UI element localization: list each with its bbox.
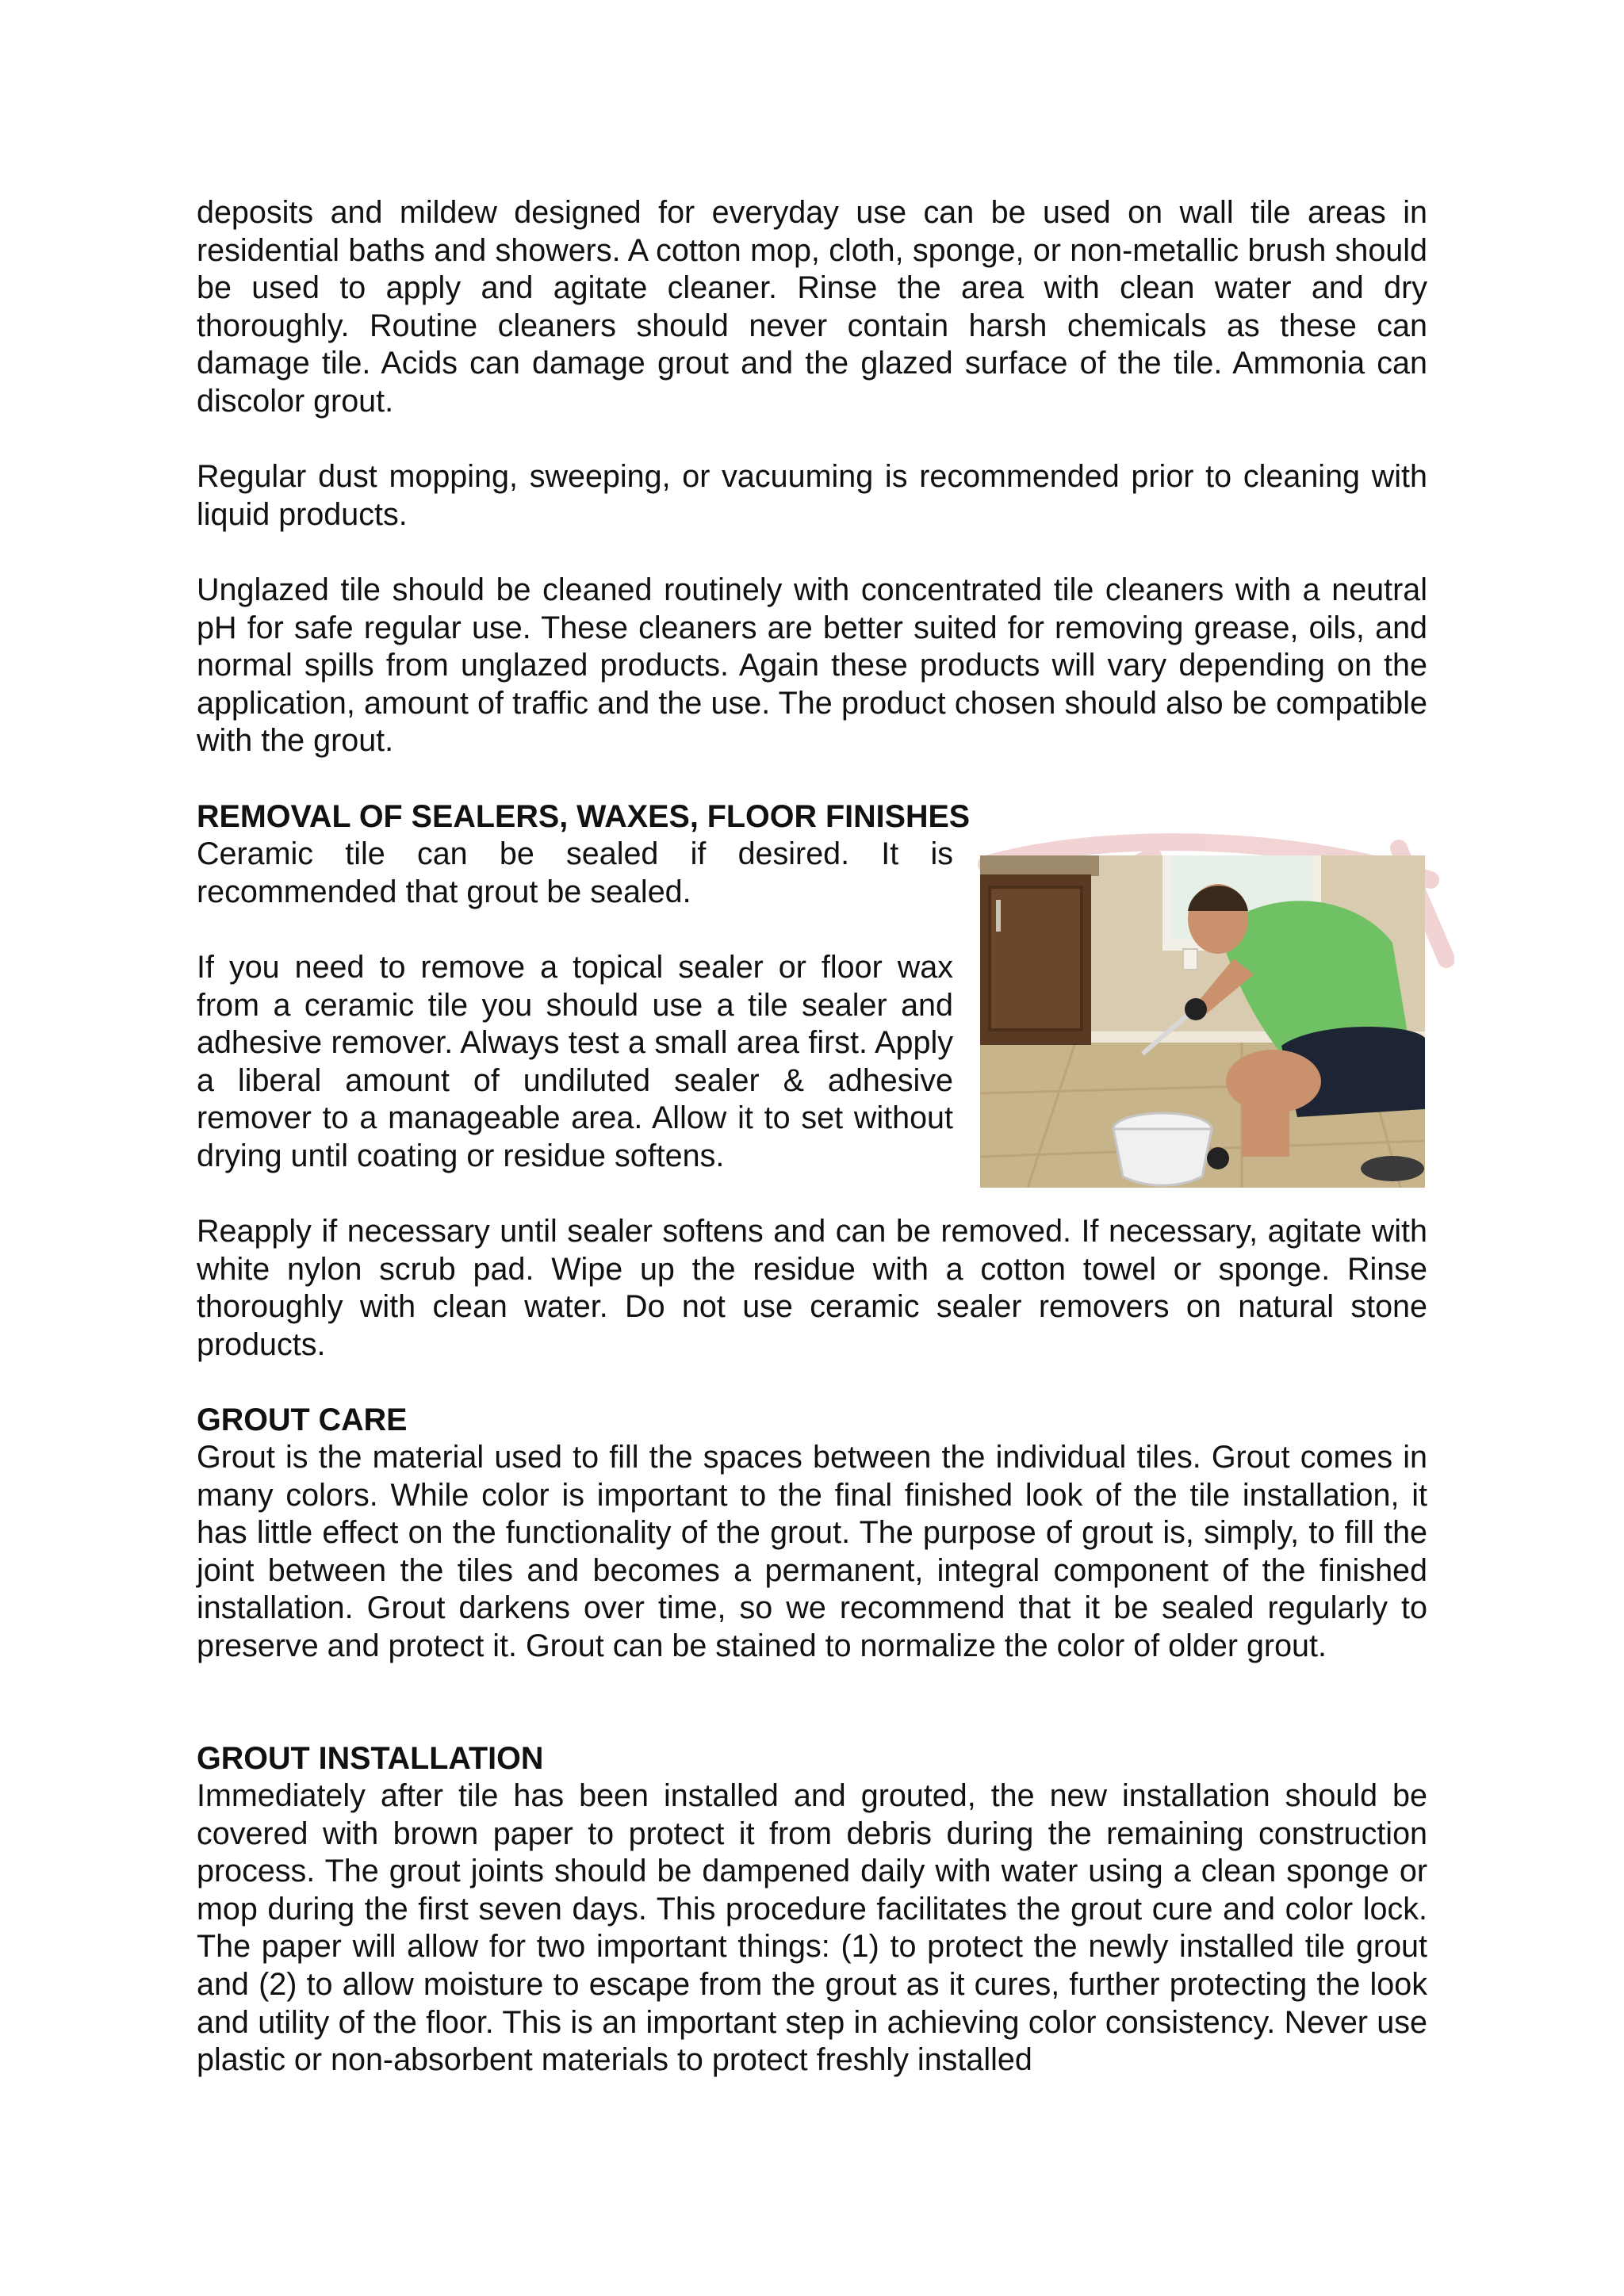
paragraph-remove-sealer: If you need to remove a topical sealer or floor wax from a ceramic tile you should use a tile sealer and adhesive remover. Always test a small area first. Apply a liberal amount of undiluted sealer & adhesive remover to a manageable area. Allow it to set without drying until coating or residue softens. (197, 950, 953, 1173)
paragraph-reapply: Reapply if necessary until sealer softens and can be removed. If necessary, agitate with white nylon scrub pad. Wipe up the residue with a cotton towel or sponge. Rinse thoroughly with clean water. Do not use ceramic sealer removers on natural stone products. (197, 1214, 1427, 1362)
paragraph-grout-care: Grout is the material used to fill the spaces between the individual tiles. Grout comes in many colors. While color is important to the final finished look of the tile installation, it has little effect on the functionality of the grout. The purpose of grout is, simply, to fill the joint between the tiles and becomes a permanent, integral component of the finished installation. Grout darkens over time, so we recommend that it be sealed regularly to preserve and protect it. Grout can be stained to normalize the color of older grout. (197, 1440, 1427, 1663)
tile-cleaning-photo (980, 855, 1425, 1188)
heading-grout-installation: GROUT INSTALLATION (197, 1741, 544, 1776)
heading-grout-care: GROUT CARE (197, 1402, 408, 1437)
paragraph-grout-installation: Immediately after tile has been installed and grouted, the new installation should be covered with brown paper to protect it from debris during the remaining construction process. The grout joints should be dampened daily with water using a clean sponge or mop during the first seven days. This procedure facilitates the grout cure and color lock. The paper will allow for two important things: (1) to protect the newly installed tile grout and (2) to allow moisture to escape from the grout as it cures, further protecting the look and utility of the floor. This is an important step in achieving color consistency. Never use plastic or non-absorbent materials to protect freshly installed (197, 1778, 1427, 2078)
paragraph-cleaners: deposits and mildew designed for everyday use can be used on wall tile areas in residential baths and showers. A cotton mop, cloth, sponge, or non-metallic brush should be used to apply and agitate cleaner. Rinse the area with clean water and dry thoroughly. Routine cleaners should never contain harsh chemicals as these can damage tile. Acids can damage grout and the glazed surface of the tile. Ammonia can discolor grout. (197, 195, 1427, 419)
paragraph-ceramic-sealed: Ceramic tile can be sealed if desired. It is recommended that grout be sealed. (197, 836, 953, 909)
paragraph-dust-mopping: Regular dust mopping, sweeping, or vacuuming is recommended prior to cleaning with liquid products. (197, 459, 1427, 532)
heading-removal-sealers: REMOVAL OF SEALERS, WAXES, FLOOR FINISHES (197, 799, 971, 834)
paragraph-unglazed-tile: Unglazed tile should be cleaned routinely with concentrated tile cleaners with a neutral pH for safe regular use. These cleaners are better suited for removing grease, oils, and normal spills from unglazed products. Again these products will vary depending on the application, amount of traffic and the use. The product chosen should also be compatible with the grout. (197, 572, 1427, 759)
